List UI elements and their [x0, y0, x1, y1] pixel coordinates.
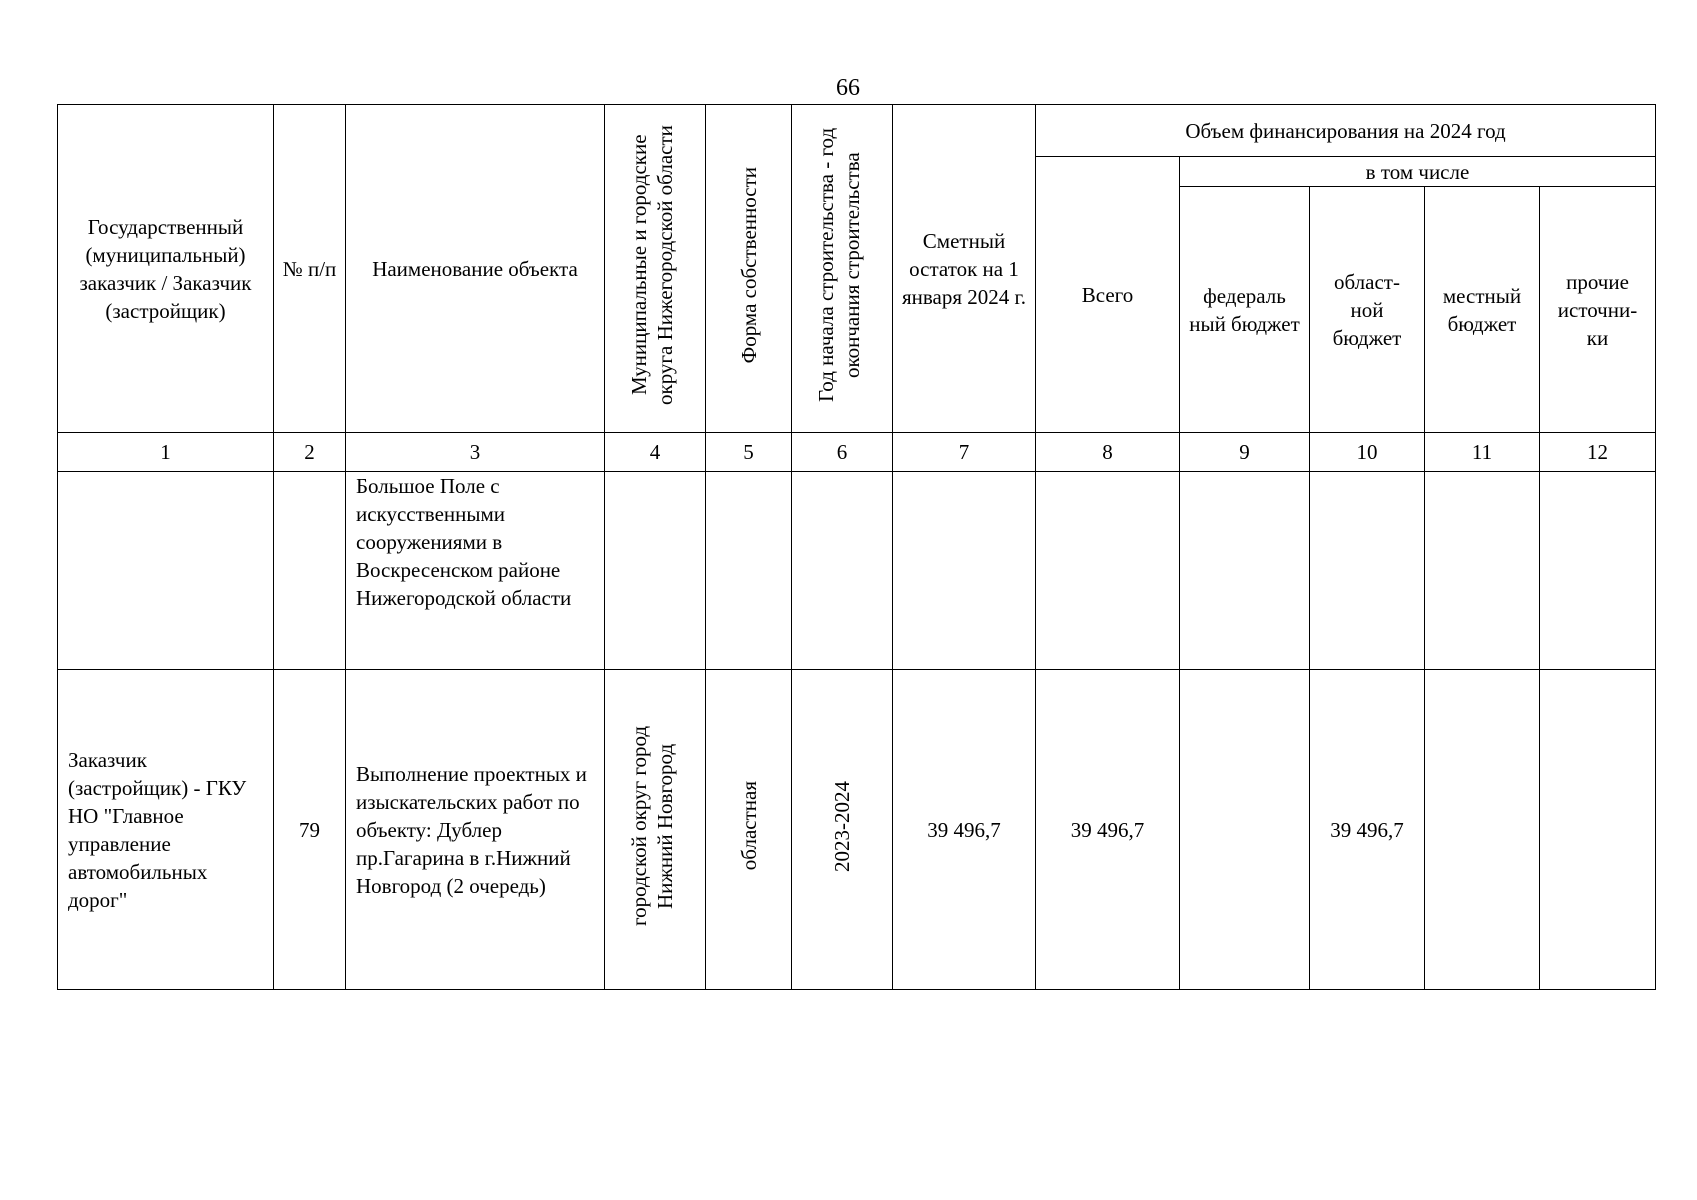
cell-municipality [605, 472, 706, 670]
table-row [58, 472, 1656, 670]
cell-customer: Заказчик (застройщик) - ГКУ НО "Главное управление автомобильных дорог" [58, 670, 274, 990]
cell-other [1540, 472, 1656, 670]
cell-regional: 39 496,7 [1310, 670, 1425, 990]
column-numbers-row [58, 433, 1656, 472]
column-number: 3 [346, 433, 605, 472]
header-customer: Государственный (муниципальный) заказчик / Заказчик (застройщик) [58, 105, 274, 433]
cell-total [1036, 472, 1180, 670]
cell-federal [1180, 670, 1310, 990]
column-number: 8 [1036, 433, 1180, 472]
cell-federal [1180, 472, 1310, 670]
header-row-1 [58, 105, 1656, 157]
column-number: 4 [605, 433, 706, 472]
column-number: 9 [1180, 433, 1310, 472]
header-ownership: Форма собственности [706, 105, 792, 433]
cell-local [1425, 670, 1540, 990]
column-number: 5 [706, 433, 792, 472]
cell-customer [58, 472, 274, 670]
cell-municipality: городской округ город Нижний Новгород [605, 670, 706, 990]
header-estimate-balance: Сметный остаток на 1 января 2024 г. [893, 105, 1036, 433]
column-number: 7 [893, 433, 1036, 472]
table-row [58, 670, 1656, 990]
header-number: № п/п [274, 105, 346, 433]
header-other: прочие источни- ки [1540, 187, 1656, 433]
header-federal: федераль ный бюджет [1180, 187, 1310, 433]
cell-number: 79 [274, 670, 346, 990]
cell-estimate-balance [893, 472, 1036, 670]
header-including: в том числе [1180, 157, 1656, 187]
column-number: 6 [792, 433, 893, 472]
cell-estimate-balance: 39 496,7 [893, 670, 1036, 990]
column-number: 11 [1425, 433, 1540, 472]
cell-ownership: областная [706, 670, 792, 990]
financing-table [57, 104, 1656, 990]
cell-local [1425, 472, 1540, 670]
header-local: местный бюджет [1425, 187, 1540, 433]
cell-object-name: Выполнение проектных и изыскательских работ по объекту: Дублер пр.Гагарина в г.Нижний Новгород (2 очередь) [346, 670, 605, 990]
column-number: 2 [274, 433, 346, 472]
page-number: 66 [836, 75, 860, 101]
cell-total: 39 496,7 [1036, 670, 1180, 990]
cell-regional [1310, 472, 1425, 670]
header-years: Год начала строительства - год окончания строительства [792, 105, 893, 433]
cell-number [274, 472, 346, 670]
cell-ownership [706, 472, 792, 670]
header-object-name: Наименование объекта [346, 105, 605, 433]
header-regional: област- ной бюджет [1310, 187, 1425, 433]
column-number: 10 [1310, 433, 1425, 472]
header-municipality: Муниципальные и городские округа Нижегородской области [605, 105, 706, 433]
cell-years: 2023-2024 [792, 670, 893, 990]
header-total: Всего [1036, 157, 1180, 433]
column-number: 12 [1540, 433, 1656, 472]
cell-years [792, 472, 893, 670]
cell-object-name: Большое Поле с искусственными сооружениями в Воскресенском районе Нижегородской области [346, 472, 605, 670]
cell-other [1540, 670, 1656, 990]
column-number: 1 [58, 433, 274, 472]
header-funding-2024: Объем финансирования на 2024 год [1036, 105, 1656, 157]
